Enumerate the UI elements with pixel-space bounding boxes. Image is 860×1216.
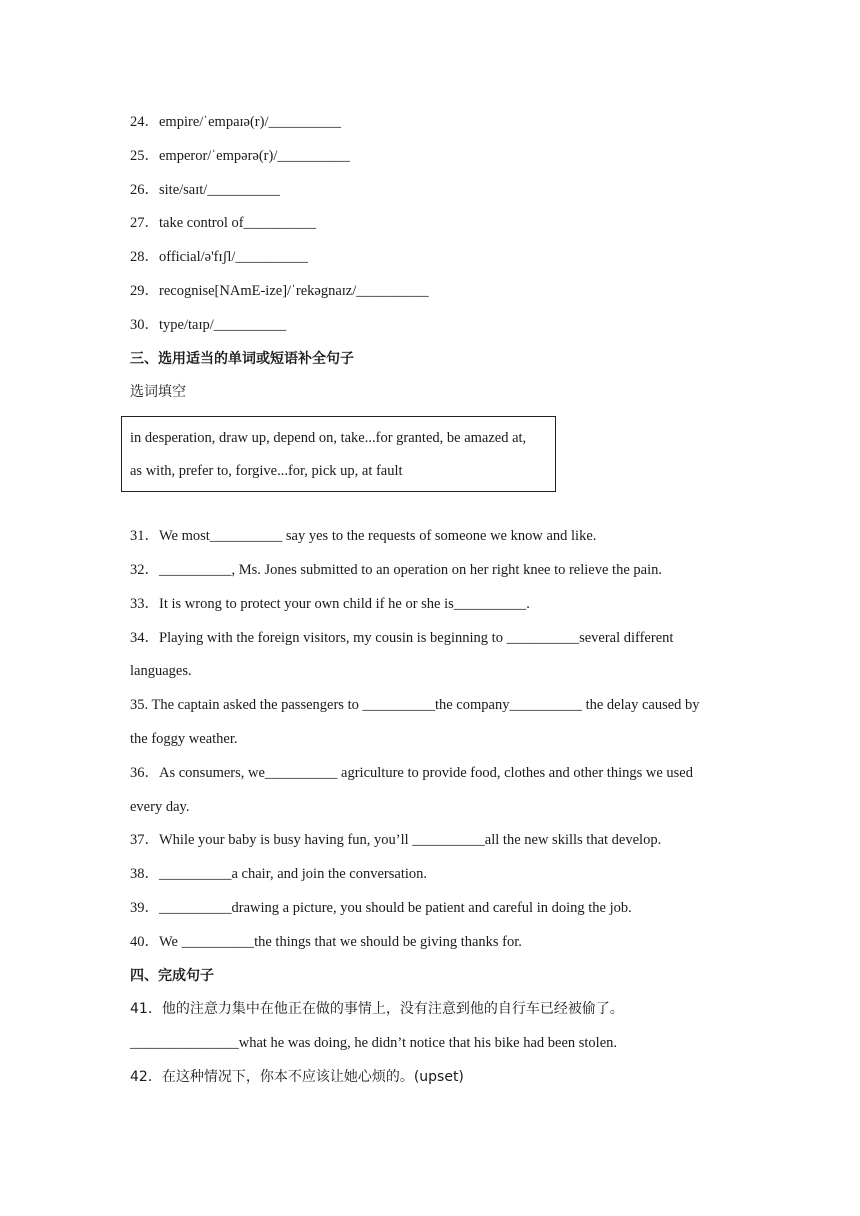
word-bank-line-1: in desperation, draw up, depend on, take...for granted, be amazed at, xyxy=(130,430,527,447)
question-40: 40．We __________the things that we should be giving thanks for. xyxy=(130,933,522,950)
question-35: 35. The captain asked the passengers to __________the company__________ the delay caused by xyxy=(130,697,700,714)
question-41-chinese: 41．他的注意力集中在他正在做的事情上，没有注意到他的自行车已经被偷了。 xyxy=(130,1001,624,1018)
question-39: 39．__________drawing a picture, you should be patient and careful in doing the job. xyxy=(130,899,632,916)
question-33: 33．It is wrong to protect your own child if he or she is__________. xyxy=(130,595,530,612)
vocab-item-29: 29．recognise[NAmE-ize]/ˈrekəgnaɪz/__________ xyxy=(130,282,429,299)
vocab-item-27: 27．take control of__________ xyxy=(130,215,317,232)
word-bank-box xyxy=(121,416,556,492)
question-31: 31．We most__________ say yes to the requests of someone we know and like. xyxy=(130,528,597,545)
question-32: 32．__________, Ms. Jones submitted to an operation on her right knee to relieve the pain. xyxy=(130,561,662,578)
question-34: 34．Playing with the foreign visitors, my cousin is beginning to __________several different xyxy=(130,629,674,646)
vocab-item-25: 25．emperor/ˈempərə(r)/__________ xyxy=(130,147,350,164)
word-bank-line-2: as with, prefer to, forgive...for, pick up, at fault xyxy=(130,463,403,480)
vocab-item-28: 28．official/ə'fɪʃl/__________ xyxy=(130,249,308,266)
question-35-continued: the foggy weather. xyxy=(130,730,238,747)
question-37: 37．While your baby is busy having fun, you’ll __________all the new skills that develop. xyxy=(130,832,662,849)
vocab-list xyxy=(130,112,742,335)
question-36: 36．As consumers, we__________ agriculture to provide food, clothes and other things we used xyxy=(130,764,693,781)
question-38: 38．__________a chair, and join the conversation. xyxy=(130,866,428,883)
section-3-subheading: 选词填空 xyxy=(130,384,186,401)
question-34-continued: languages. xyxy=(130,663,192,680)
section-4-heading: 四、完成句子 xyxy=(130,967,214,984)
vocab-item-24: 24．empire/ˈempaɪə(r)/__________ xyxy=(130,114,341,130)
vocab-item-30: 30．type/taɪp/__________ xyxy=(130,316,287,333)
question-36-continued: every day. xyxy=(130,798,190,815)
question-41-english: _______________what he was doing, he didn’t notice that his bike had been stolen. xyxy=(130,1035,618,1052)
page-content xyxy=(130,112,742,1101)
question-42-chinese: 42．在这种情况下，你本不应该让她心烦的。(upset) xyxy=(130,1068,464,1085)
vocab-item-26: 26．site/saɪt/__________ xyxy=(130,181,280,198)
section-3-heading: 三、选用适当的单词或短语补全句子 xyxy=(130,350,354,367)
